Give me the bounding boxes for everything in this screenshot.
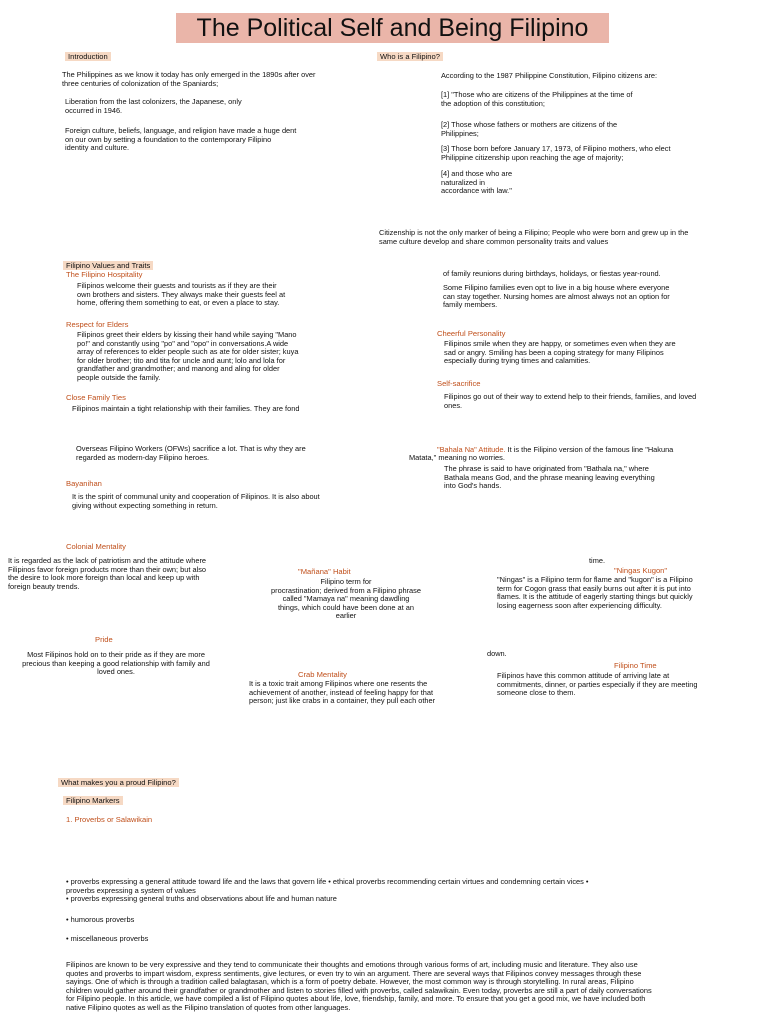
hospitality-text: Filipinos welcome their guests and tourists as if they are their own brothers and sisters. They always make their guests feel at home, offering them something to eat, or even a place to stay. — [77, 281, 286, 308]
citizen-clause-3: [3] Those born before January 17, 1973, of Filipino mothers, who elect Philippine citizenship upon reaching the age of majority; — [441, 144, 671, 162]
cheerful-text: Filipinos smile when they are happy, or sometimes even when they are sad or angry. Smiling has been a coping strategy for many Filipinos especially during trying times and calamities. — [444, 339, 676, 366]
page-title: The Political Self and Being Filipino — [176, 13, 609, 43]
cheerful-title: Cheerful Personality — [437, 329, 506, 338]
bahala-line-2: Matata," meaning no worries. — [409, 453, 505, 462]
proverbs-paragraph: Filipinos are known to be very expressive and they tend to communicate their thoughts and emotions through various forms of art, including music and literature. They also use quotes and proverbs to impart wisdom, express sentiments, give lectures, or even try to win an argument. There are several ways that Filipinos convey messages through these sayings. One of which is through a tradition called balagtasan, which is a form of poetry debate. However, the most common way is through storytelling. In rural areas, Filipino children would gather around their grandfather or grandmother and listen to stories filled with proverbs, called salawikain. Even today, proverbs are still a part of daily conversations for Filipino people. In this article, we have compiled a list of Filipino quotes about life, love, friendship, family, and more. To ensure that you get a good mix, we have included both native Filipino quotes as well as the Filipino translation of quotes from other languages. — [66, 960, 652, 1012]
pride-text: Most Filipinos hold on to their pride as if they are more precious than keeping a good relationship with family and loved ones. — [22, 650, 210, 677]
markers-heading: Filipino Markers — [63, 796, 123, 805]
proud-heading: What makes you a proud Filipino? — [58, 778, 179, 787]
proverb-types-list: • proverbs expressing a general attitude toward life and the laws that govern life • ethical proverbs recommending certain virtues and condemning certain vices • proverbs expressing a system of values • proverbs expressing general truths and observations about life and human nature — [66, 877, 589, 904]
intro-heading: Introduction — [65, 52, 111, 61]
proverbs-title: 1. Proverbs or Salawikain — [66, 815, 153, 824]
citizen-clause-1: [1] "Those who are citizens of the Philippines at the time of the adoption of this constitution; — [441, 90, 633, 108]
intro-paragraph-2: Liberation from the last colonizers, the Japanese, only occurred in 1946. — [65, 97, 242, 115]
bahala-line-1: It is the Filipino version of the famous line "Hakuna — [505, 445, 674, 454]
filipino-time-text: Filipinos have this common attitude of arriving late at commitments, dinner, or parties especially if they are meeting someone close to them. — [497, 671, 698, 698]
who-heading: Who is a Filipino? — [377, 52, 443, 61]
sacrifice-text: Filipinos go out of their way to extend help to their friends, families, and loved ones. — [444, 392, 697, 410]
bullet-miscellaneous: • miscellaneous proverbs — [66, 934, 149, 943]
bullet-humorous: • humorous proverbs — [66, 915, 135, 924]
colonial-title: Colonial Mentality — [66, 542, 126, 551]
elders-title: Respect for Elders — [66, 320, 129, 329]
values-heading: Filipino Values and Traits — [63, 261, 153, 270]
pride-title: Pride — [95, 635, 113, 644]
family-text-continued-2: Some Filipino families even opt to live in a big house where everyone can stay together. Nursing homes are almost always not an option for family members. — [443, 283, 670, 310]
ningas-title: "Ningas Kugon" — [614, 566, 668, 575]
citizen-clause-2: [2] Those whose fathers or mothers are citizens of the Philippines; — [441, 120, 618, 138]
bayanihan-text: It is the spirit of communal unity and cooperation of Filipinos. It is also about giving without expecting something in return. — [72, 492, 320, 510]
hospitality-title: The Filipino Hospitality — [66, 270, 143, 279]
sacrifice-title: Self-sacrifice — [437, 379, 481, 388]
ningas-text: "Ningas" is a Filipino term for flame and "kugon" is a Filipino term for Cogon grass that easily burns out after it is put into flames. It is the attitude of eagerly starting things but quickly losing eagerness soon after experiencing difficulty. — [497, 575, 693, 610]
citizen-clause-4: [4] and those who are naturalized in accordance with law." — [441, 169, 513, 196]
colonial-text: It is regarded as the lack of patriotism and the attitude where Filipinos favor foreign products more than their own; but also the desire to look more foreign than local and keep up with foreign beauty trends. — [8, 556, 207, 591]
intro-paragraph-1: The Philippines as we know it today has only emerged in the 1890s after over three centuries of colonization of the Spaniards; — [62, 70, 316, 88]
citizenship-note: Citizenship is not the only marker of being a Filipino; People who were born and grew up in the same culture develop and share common personality traits and values — [379, 228, 689, 246]
down-word: down. — [487, 649, 507, 658]
filipino-time-title: Filipino Time — [614, 661, 657, 670]
crab-title: Crab Mentality — [298, 670, 347, 679]
time-word: time. — [589, 556, 606, 565]
family-title: Close Family Ties — [66, 393, 126, 402]
crab-text: It is a toxic trait among Filipinos where one resents the achievement of another, instead of feeling happy for that person; just like crabs in a container, they pull each other — [249, 679, 436, 706]
bahala-text: The phrase is said to have originated from "Bathala na," where Bathala means God, and the phrase meaning leaving everything into God's hands. — [444, 464, 655, 491]
manana-title: "Mañana" Habit — [298, 567, 351, 576]
bahala-title: "Bahala Na" Attitude. — [437, 445, 506, 454]
who-intro: According to the 1987 Philippine Constitution, Filipino citizens are: — [441, 71, 658, 80]
intro-paragraph-3: Foreign culture, beliefs, language, and religion have made a huge dent on our own by setting a foundation to the contemporary Filipino identity and culture. — [65, 126, 297, 153]
ofw-text: Overseas Filipino Workers (OFWs) sacrifice a lot. That is why they are regarded as modern-day Filipino heroes. — [76, 444, 306, 462]
family-text: Filipinos maintain a tight relationship with their families. They are fond — [72, 404, 300, 413]
bayanihan-title: Bayanihan — [66, 479, 102, 488]
manana-text: Filipino term for procrastination; derived from a Filipino phrase called "Mamaya na" meaning dawdling things, which could have been done at an earlier — [271, 577, 421, 621]
family-text-continued: of family reunions during birthdays, holidays, or fiestas year-round. — [443, 269, 661, 278]
elders-text: Filipinos greet their elders by kissing their hand while saying "Mano po!" and constantly using "po" and "opo" in conversations.A wide array of references to elder people such as ate for older sister; kuya for older brother; tito and tita for uncle and aunt; lolo and lola for grandfather and grandmother; and manong and aling for older people outside the family. — [77, 330, 299, 382]
